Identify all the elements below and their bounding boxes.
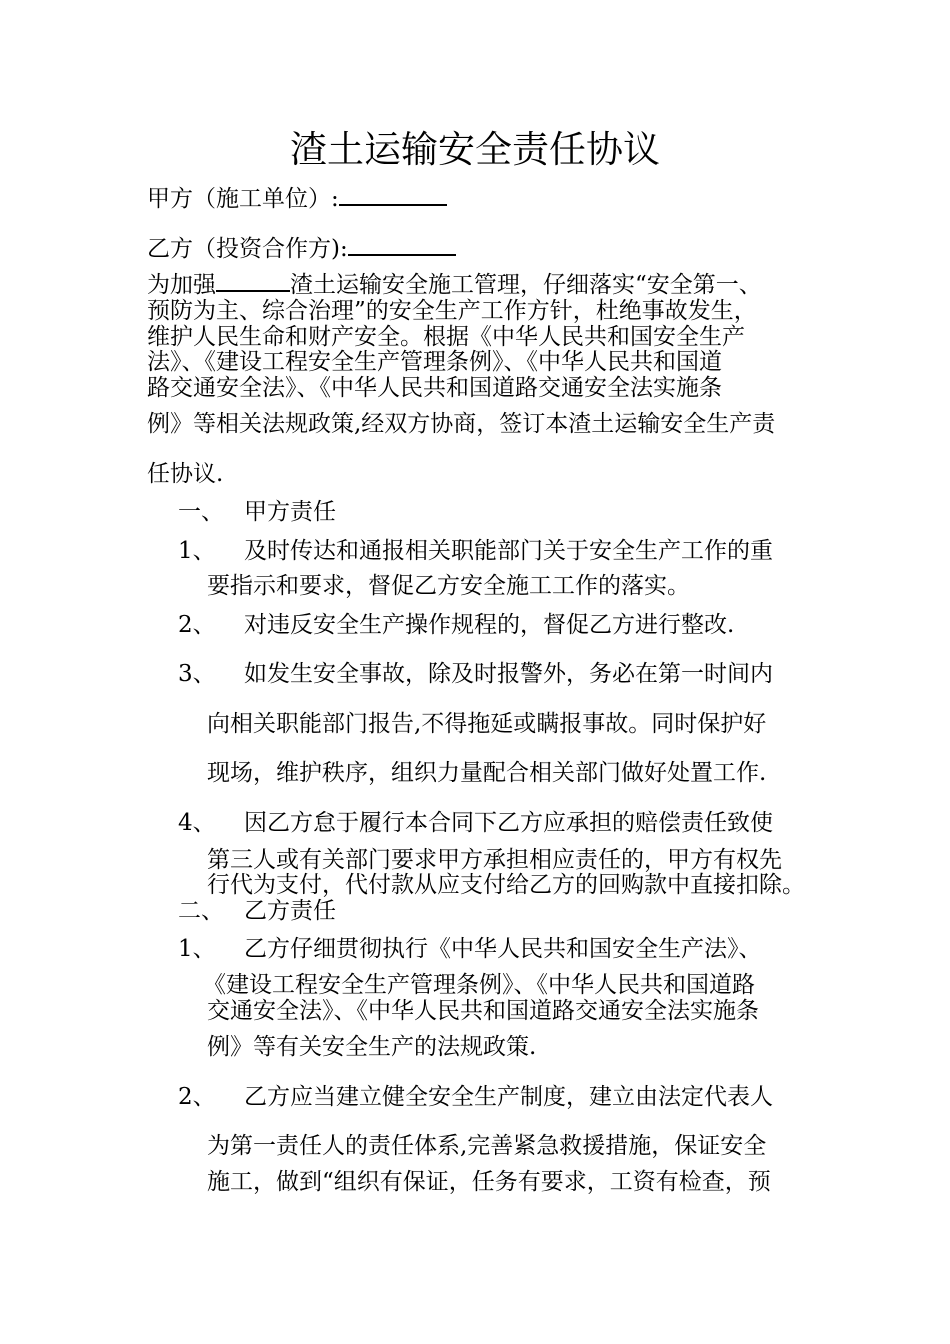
item-text: 对违反安全生产操作规程的，督促乙方进行整改. <box>244 612 735 638</box>
item-text: 交通安全法》、《中华人民共和国道路交通安全法实施条 <box>207 998 759 1024</box>
item-number: 4、 <box>178 810 216 836</box>
item-number: 1、 <box>178 538 216 564</box>
item-text: 例》等有关安全生产的法规政策. <box>207 1034 537 1060</box>
item-number: 2、 <box>178 612 216 638</box>
item-text: 第三人或有关部门要求甲方承担相应责任的，甲方有权先 <box>207 847 782 873</box>
item-text: 因乙方怠于履行本合同下乙方应承担的赔偿责任致使 <box>244 810 773 836</box>
section-number: 一、 <box>178 499 224 525</box>
item-text: 现场，维护秩序，组织力量配合相关部门做好处置工作. <box>207 760 767 786</box>
section-heading: 甲方责任 <box>244 499 336 525</box>
intro-line: 任协议. <box>147 461 224 487</box>
item-number: 2、 <box>178 1084 216 1110</box>
party-b-blank <box>348 236 456 256</box>
party-a-label: 甲方（施工单位）: <box>147 186 339 212</box>
item-text: 向相关职能部门报告,不得拖延或瞒报事故。同时保护好 <box>207 711 767 737</box>
intro-line: 例》等相关法规政策,经双方协商，签订本渣土运输安全生产责 <box>147 411 776 437</box>
party-b-line <box>147 235 456 263</box>
intro-line: 路交通安全法》、《中华人民共和国道路交通安全法实施条 <box>147 375 722 401</box>
party-a-blank <box>339 186 447 206</box>
document-title: 渣土运输安全责任协议 <box>290 128 660 171</box>
section-heading: 乙方责任 <box>244 898 336 924</box>
item-text: 及时传达和通报相关职能部门关于安全生产工作的重 <box>244 538 773 564</box>
section-number: 二、 <box>178 898 224 924</box>
intro-line: 维护人民生命和财产安全。根据《中华人民共和国安全生产 <box>147 324 745 350</box>
item-text: 如发生安全事故，除及时报警外，务必在第一时间内 <box>244 661 773 687</box>
item-number: 3、 <box>178 661 216 687</box>
item-number: 1、 <box>178 936 216 962</box>
intro-line-rest: 渣土运输安全施工管理，仔细落实“安全第一、 <box>290 272 762 298</box>
party-a-line <box>147 185 447 213</box>
item-text: 为第一责任人的责任体系,完善紧急救援措施，保证安全 <box>207 1133 767 1159</box>
party-b-label: 乙方（投资合作方): <box>147 236 348 262</box>
intro-line <box>147 271 762 299</box>
item-text: 行代为支付，代付款从应支付给乙方的回购款中直接扣除。 <box>207 872 805 898</box>
intro-line: 法》、《建设工程安全生产管理条例》、《中华人民共和国道 <box>147 349 722 375</box>
item-text: 乙方仔细贯彻执行《中华人民共和国安全生产法》、 <box>244 936 762 962</box>
intro-line: 预防为主、综合治理”的安全生产工作方针，杜绝事故发生， <box>147 298 757 324</box>
item-text: 乙方应当建立健全安全生产制度，建立由法定代表人 <box>244 1084 773 1110</box>
item-text: 施工，做到“组织有保证，任务有要求，工资有检查，预 <box>207 1169 771 1195</box>
intro-blank <box>216 272 290 292</box>
item-text: 《建设工程安全生产管理条例》、《中华人民共和国道路 <box>203 972 755 998</box>
intro-start: 为加强 <box>147 272 216 298</box>
item-text: 要指示和要求，督促乙方安全施工工作的落实。 <box>207 573 690 599</box>
